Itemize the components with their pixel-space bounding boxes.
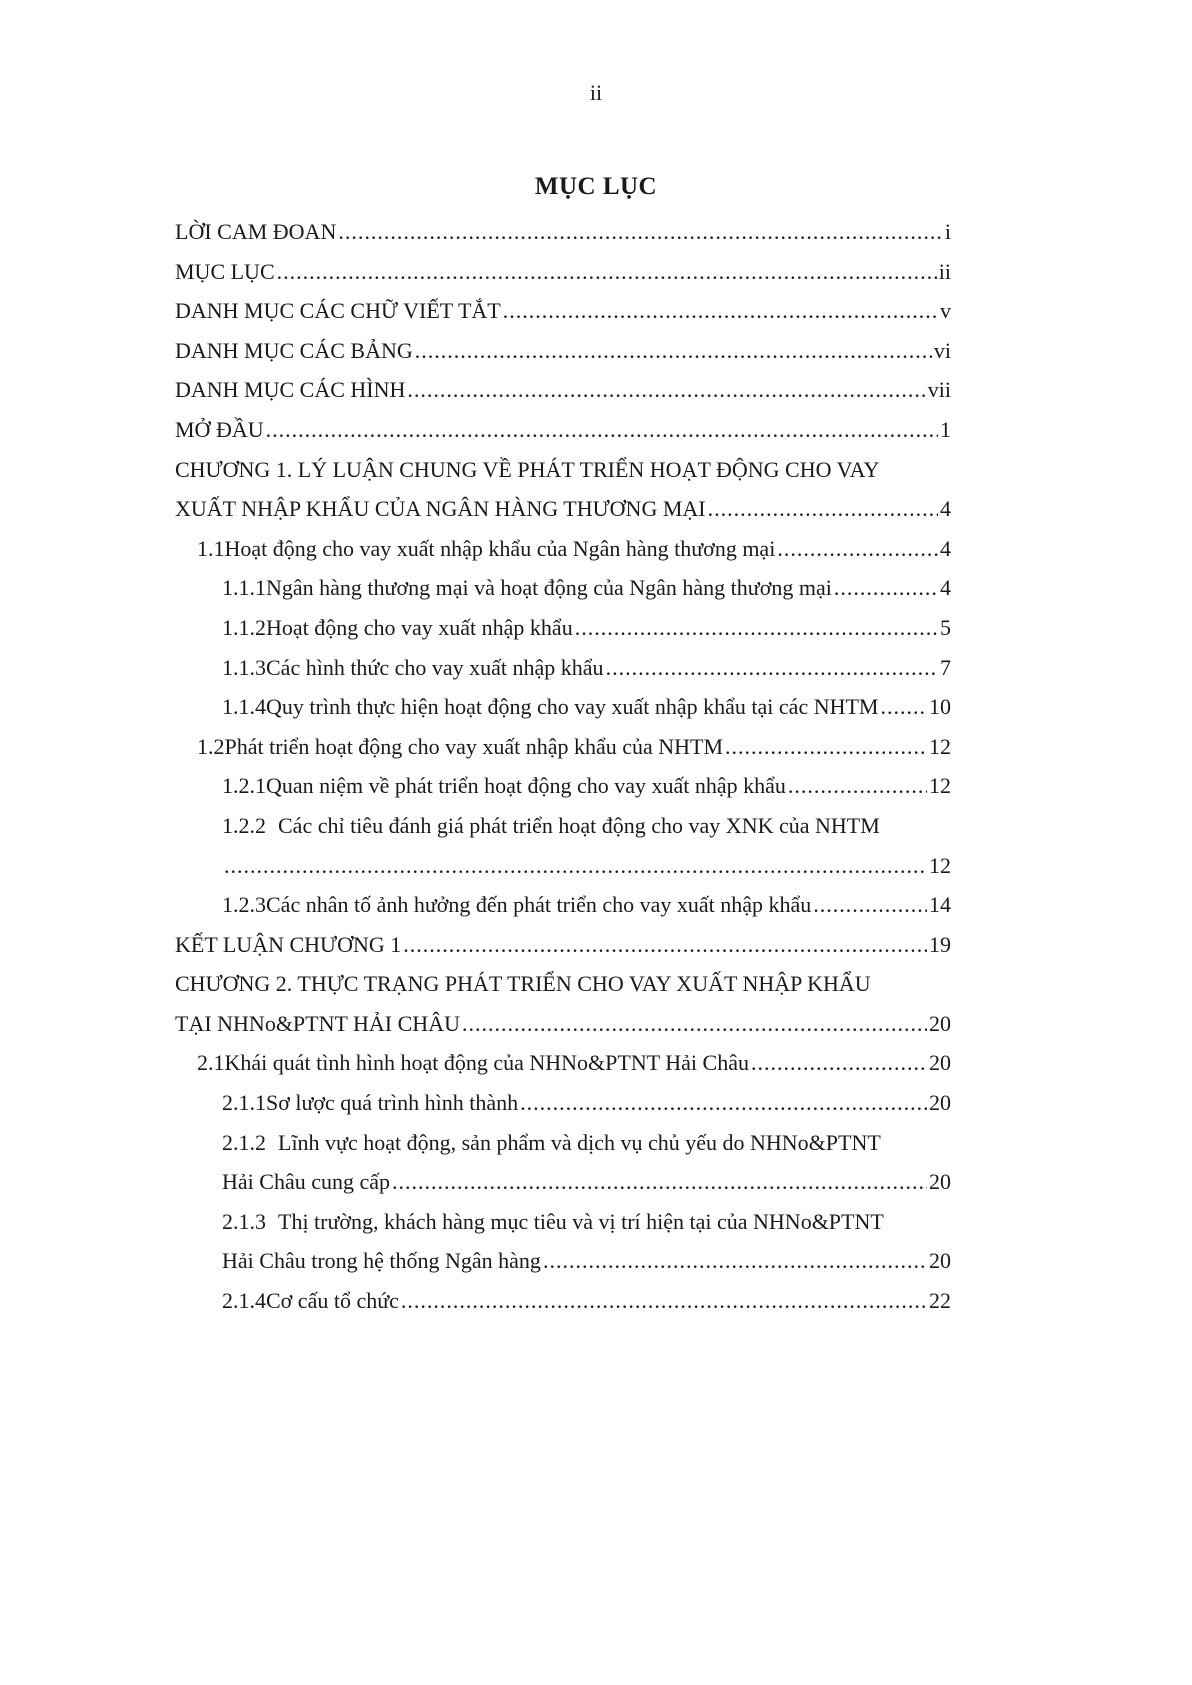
toc-entry-title: DANH MỤC CÁC BẢNG: [175, 337, 413, 363]
toc-entry-title: Quy trình thực hiện hoạt động cho vay xuất nhập khẩu tại các NHTM: [266, 694, 879, 720]
toc-entry-number: 2.1: [197, 1050, 225, 1076]
page-number: ii: [589, 80, 603, 105]
toc-entry-page: 4: [940, 575, 951, 601]
toc-entry-title: Các nhân tố ảnh hưởng đến phát triển cho vay xuất nhập khẩu: [266, 892, 812, 918]
toc-entry-page: 20: [929, 1090, 951, 1116]
toc-entry-number: 1.1.3: [222, 654, 266, 680]
toc-entry-title: Hải Châu cung cấp: [222, 1169, 390, 1195]
dot-leader: [392, 1162, 927, 1202]
toc-entry-page: 20: [929, 1010, 951, 1036]
toc-entry[interactable]: [175, 410, 951, 450]
toc-entry[interactable]: [175, 291, 951, 331]
toc-entry-title: Quan niệm về phát triển hoạt động cho vay xuất nhập khẩu: [266, 773, 786, 799]
toc-entry[interactable]: [175, 1241, 951, 1281]
toc-entry-title: Lĩnh vực hoạt động, sản phẩm và dịch vụ chủ yếu do NHNo&PTNT: [278, 1129, 881, 1155]
toc-entry-number: 1.2.2: [222, 812, 266, 838]
toc-entry-title: Hoạt động cho vay xuất nhập khẩu: [266, 614, 573, 640]
dot-leader: [543, 1241, 927, 1281]
dot-leader: [813, 885, 927, 925]
toc-entry-title: XUẤT NHẬP KHẨU CỦA NGÂN HÀNG THƯƠNG MẠI: [175, 496, 706, 522]
toc-entry-title: DANH MỤC CÁC CHỮ VIẾT TẮT: [175, 298, 501, 324]
toc-entry-page: 20: [929, 1169, 951, 1195]
dot-leader: [575, 608, 938, 648]
toc-entry-page: 5: [940, 614, 951, 640]
toc-entry[interactable]: [175, 568, 951, 608]
dot-leader: [462, 1004, 927, 1044]
toc-entry-page: 12: [929, 733, 951, 759]
toc-entry[interactable]: [175, 1043, 951, 1083]
toc-entry-title: Sơ lược quá trình hình thành: [266, 1090, 519, 1116]
toc-entry-number: 1.2.1: [222, 773, 266, 799]
toc-entry[interactable]: [175, 1202, 951, 1242]
toc-entry[interactable]: [175, 212, 951, 252]
toc-entry-title: Hoạt động cho vay xuất nhập khẩu của Ngân hàng thương mại: [224, 535, 776, 561]
toc-entry-title: TẠI NHNo&PTNT HẢI CHÂU: [175, 1010, 460, 1036]
dot-leader: [415, 331, 932, 371]
dot-leader: [224, 846, 927, 886]
table-of-contents: [175, 212, 951, 1321]
toc-entry-number: 1.2.3: [222, 892, 266, 918]
toc-entry-page: 7: [940, 654, 951, 680]
toc-entry[interactable]: [175, 846, 951, 886]
toc-entry[interactable]: [175, 450, 951, 490]
toc-entry-title: KẾT LUẬN CHƯƠNG 1: [175, 931, 402, 957]
dot-leader: [606, 648, 938, 688]
toc-entry-number: 2.1.2: [222, 1129, 266, 1155]
dot-leader: [777, 529, 938, 569]
toc-entry[interactable]: [175, 885, 951, 925]
toc-entry-page: 1: [940, 416, 951, 442]
dot-leader: [881, 687, 928, 727]
toc-entry[interactable]: [175, 252, 951, 292]
toc-entry-title: Ngân hàng thương mại và hoạt động của Ngân hàng thương mại: [266, 575, 832, 601]
toc-entry-page: 12: [929, 773, 951, 799]
toc-entry-title: Cơ cấu tổ chức: [266, 1288, 399, 1314]
toc-entry-page: 20: [929, 1050, 951, 1076]
toc-entry-title: CHƯƠNG 2. THỰC TRẠNG PHÁT TRIỂN CHO VAY XUẤT NHẬP KHẨU: [175, 971, 871, 997]
toc-entry-page: 4: [940, 535, 951, 561]
dot-leader: [338, 212, 943, 252]
toc-entry-number: 1.1.4: [222, 694, 266, 720]
toc-entry[interactable]: [175, 608, 951, 648]
dot-leader: [277, 252, 937, 292]
toc-entry[interactable]: [175, 1162, 951, 1202]
toc-entry-title: Hải Châu trong hệ thống Ngân hàng: [222, 1248, 541, 1274]
toc-entry[interactable]: [175, 1123, 951, 1163]
toc-entry[interactable]: [175, 331, 951, 371]
toc-entry-page: vii: [927, 377, 951, 403]
toc-entry-number: 2.1.1: [222, 1090, 266, 1116]
toc-entry-page: 14: [929, 892, 951, 918]
toc-entry[interactable]: [175, 1004, 951, 1044]
dot-leader: [403, 925, 927, 965]
toc-entry-number: 2.1.4: [222, 1288, 266, 1314]
toc-entry[interactable]: [175, 489, 951, 529]
toc-entry[interactable]: [175, 766, 951, 806]
toc-entry-number: 2.1.3: [222, 1208, 266, 1234]
toc-entry-page: ii: [938, 258, 951, 284]
toc-entry[interactable]: [175, 1083, 951, 1123]
dot-leader: [788, 766, 927, 806]
toc-entry-title: Các hình thức cho vay xuất nhập khẩu: [266, 654, 604, 680]
dot-leader: [725, 727, 927, 767]
toc-entry-title: Thị trường, khách hàng mục tiêu và vị trí hiện tại của NHNo&PTNT: [278, 1208, 884, 1234]
dot-leader: [834, 568, 938, 608]
dot-leader: [520, 1083, 927, 1123]
toc-entry-title: LỜI CAM ĐOAN: [175, 219, 337, 244]
toc-entry[interactable]: [175, 648, 951, 688]
toc-entry-page: 4: [940, 496, 951, 522]
toc-entry[interactable]: [175, 727, 951, 767]
toc-entry[interactable]: [175, 529, 951, 569]
toc-entry-title: CHƯƠNG 1. LÝ LUẬN CHUNG VỀ PHÁT TRIỂN HOẠT ĐỘNG CHO VAY: [175, 456, 880, 482]
toc-entry-page: v: [940, 298, 951, 324]
toc-entry[interactable]: [175, 687, 951, 727]
toc-entry-title: Khái quát tình hình hoạt động của NHNo&PTNT Hải Châu: [224, 1050, 749, 1076]
toc-entry-number: 1.1.1: [222, 575, 266, 601]
toc-entry-page: vi: [933, 337, 951, 363]
toc-entry-page: 12: [929, 852, 951, 878]
toc-entry-page: 22: [929, 1288, 951, 1314]
toc-entry[interactable]: [175, 925, 951, 965]
toc-entry-number: 1.1.2: [222, 614, 266, 640]
dot-leader: [503, 291, 938, 331]
toc-entry-title: DANH MỤC CÁC HÌNH: [175, 377, 406, 403]
toc-entry[interactable]: [175, 806, 951, 846]
dot-leader: [708, 489, 938, 529]
dot-leader: [401, 1281, 927, 1321]
dot-leader: [751, 1043, 927, 1083]
toc-entry-title: MỞ ĐẦU: [175, 416, 264, 442]
toc-entry-title: Các chỉ tiêu đánh giá phát triển hoạt động cho vay XNK của NHTM: [278, 812, 880, 838]
toc-title: MỤC LỤC: [534, 173, 658, 200]
toc-entry-title: Phát triển hoạt động cho vay xuất nhập khẩu của NHTM: [224, 733, 724, 759]
toc-entry-page: 20: [929, 1248, 951, 1274]
toc-entry-page: i: [944, 219, 951, 244]
toc-entry-page: 19: [929, 931, 951, 957]
toc-entry-title: MỤC LỤC: [175, 258, 275, 284]
toc-entry[interactable]: [175, 1281, 951, 1321]
toc-entry[interactable]: [175, 964, 951, 1004]
dot-leader: [407, 370, 925, 410]
toc-entry-page: 10: [929, 694, 951, 720]
toc-entry[interactable]: [175, 370, 951, 410]
dot-leader: [266, 410, 938, 450]
toc-entry-number: 1.2: [197, 733, 225, 759]
toc-entry-number: 1.1: [197, 535, 225, 561]
